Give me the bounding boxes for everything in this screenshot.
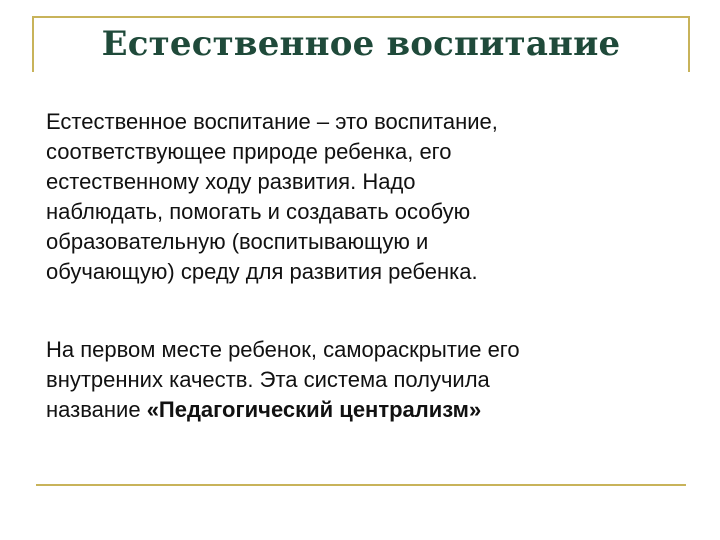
emphasis-term: «Педагогический централизм» — [146, 397, 482, 422]
text-line: образовательную (воспитывающую и — [46, 229, 429, 254]
frame-right-rule — [688, 16, 690, 72]
paragraph-definition — [46, 107, 676, 287]
frame-bottom-rule — [36, 484, 686, 486]
frame-top-rule — [32, 16, 690, 18]
text-line: Естественное воспитание – это воспитание, — [46, 109, 498, 134]
slide-body — [46, 107, 676, 425]
text-line: На первом месте ребенок, самораскрытие его — [46, 337, 520, 362]
text-line-prefix: название — [46, 397, 147, 422]
text-line: внутренних качеств. Эта система получила — [46, 367, 490, 392]
text-line: соответствующее природе ребенка, его — [46, 139, 452, 164]
text-line-last — [46, 395, 676, 425]
text-line: наблюдать, помогать и создавать особую — [46, 199, 471, 224]
slide-title: Естественное воспитание — [101, 24, 621, 64]
text-line: обучающую) среду для развития ребенка. — [46, 259, 478, 284]
paragraph-centralism — [46, 335, 676, 425]
text-line: естественному ходу развития. Надо — [46, 169, 416, 194]
